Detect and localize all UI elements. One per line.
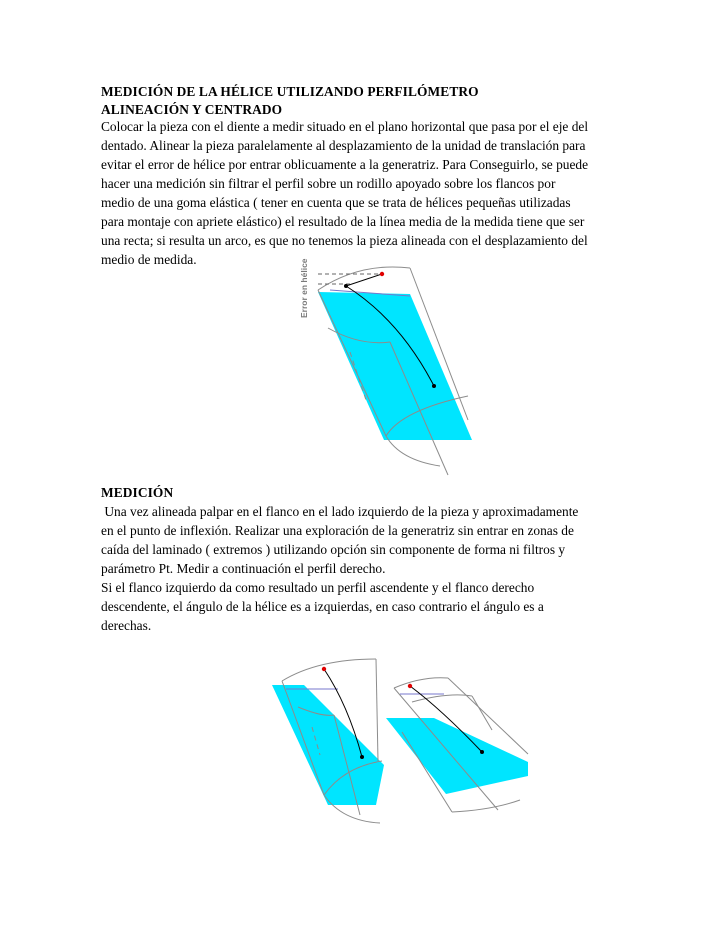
paragraph-line: hacer una medición sin filtrar el perfil sobre un rodillo apoyado sobre los flancos por [101, 176, 556, 191]
probe-point-red [380, 272, 384, 276]
paragraph-line: caída del laminado ( extremos ) utilizando opción sin componente de forma ni filtros y [101, 542, 566, 557]
paragraph-line: Una vez alineada palpar en el flanco en el lado izquierdo de la pieza y aproximadamente [101, 504, 579, 519]
section2-paragraph [101, 502, 631, 635]
figure-left-flank [268, 655, 398, 825]
section1-paragraph [101, 117, 631, 269]
paragraph-line: medio de medida. [101, 252, 197, 267]
measurement-plane [272, 685, 384, 805]
figure-helix-alignment [290, 250, 480, 490]
measurement-plane [318, 292, 472, 440]
probe-line [346, 274, 382, 286]
paragraph-line: una recta; si resulta un arco, es que no tenemos la pieza alineada con el desplazamiento del [101, 233, 588, 248]
paragraph-line: parámetro Pt. Medir a continuación el perfil derecho. [101, 561, 386, 576]
probe-point-black [432, 384, 436, 388]
paragraph-line: derechas. [101, 618, 152, 633]
paragraph-line: para montaje con apriete elástico) el resultado de la línea media de la medida tiene que ser [101, 214, 585, 229]
paragraph-line: descendente, el ángulo de la hélice es a izquierdas, en caso contrario el ángulo es a [101, 599, 544, 614]
probe-point-black [344, 284, 348, 288]
paragraph-line: medio de una goma elástica ( tener en cuenta que se trata de hélices pequeñas utilizadas [101, 195, 571, 210]
paragraph-line: Si el flanco izquierdo da como resultado un perfil ascendente y el flanco derecho [101, 580, 535, 595]
measurement-plane [386, 718, 528, 794]
section-title: MEDICIÓN DE LA HÉLICE UTILIZANDO PERFILÓMETRO [101, 84, 479, 99]
figure-label-error-helice: Error en hélice [299, 258, 309, 318]
figure-right-flank [382, 670, 532, 830]
section-subtitle: ALINEACIÓN Y CENTRADO [101, 101, 283, 117]
paragraph-line: dentado. Alinear la pieza paralelamente al desplazamiento de la unidad de translación para [101, 138, 586, 153]
probe-point-black [480, 750, 484, 754]
probe-point-black [360, 755, 364, 759]
paragraph-line: en el punto de inflexión. Realizar una exploración de la generatriz sin entrar en zonas de [101, 523, 574, 538]
paragraph-line: Colocar la pieza con el diente a medir situado en el plano horizontal que pasa por el eje del [101, 119, 589, 134]
section-title: MEDICIÓN [101, 485, 174, 500]
paragraph-line: evitar el error de hélice por entrar oblicuamente a la generatriz. Para Conseguirlo, se puede [101, 157, 589, 172]
probe-point-red [322, 667, 326, 671]
probe-point-red [408, 684, 412, 688]
